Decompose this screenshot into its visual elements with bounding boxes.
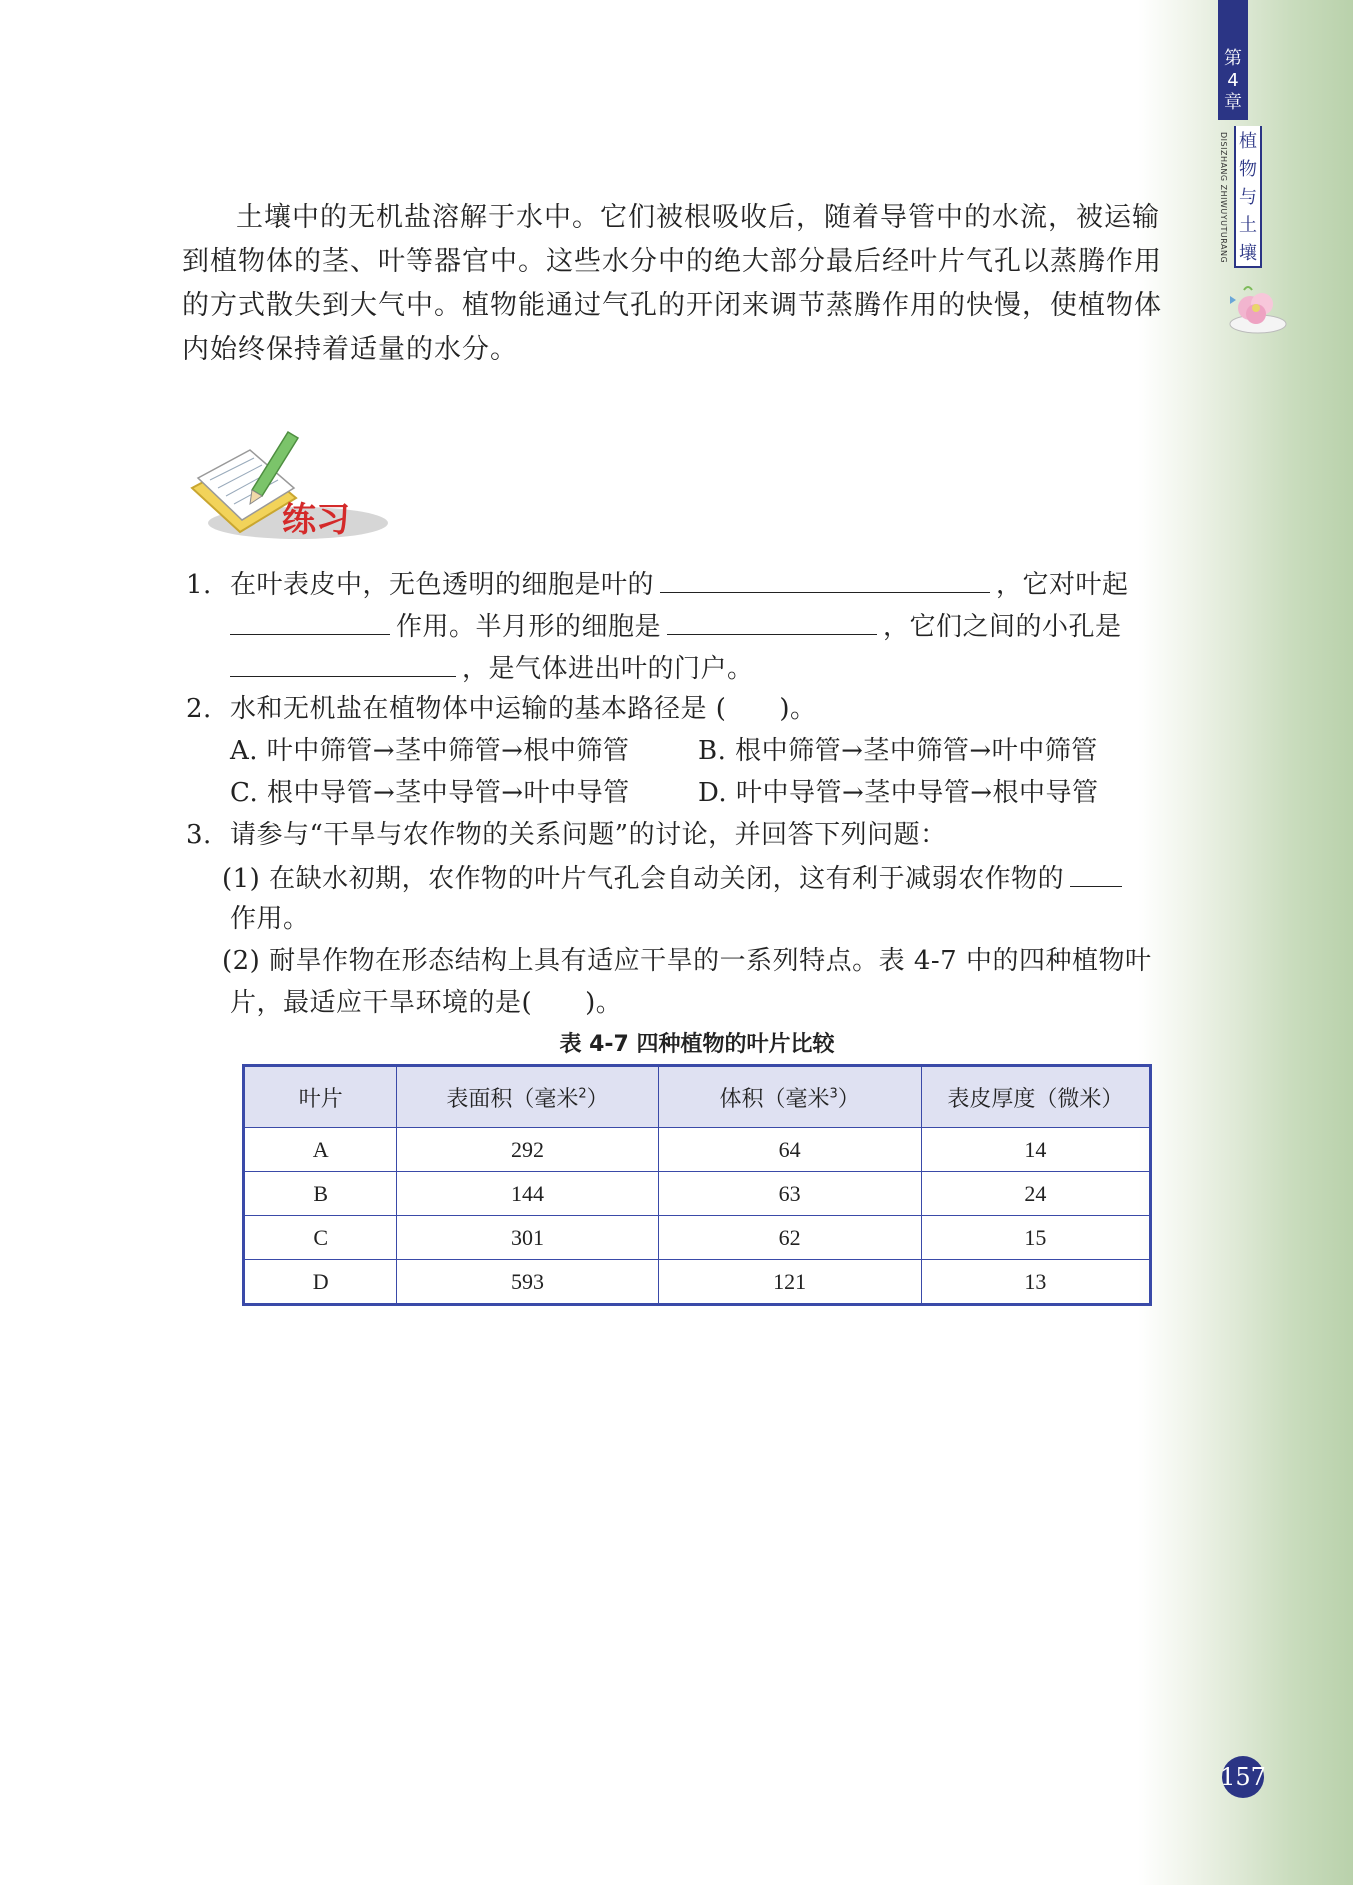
question-text: ，它们之间的小孔是 — [883, 612, 1122, 642]
question-3-part-2: (2) 耐旱作物在形态结构上具有适应干旱的一系列特点。表 4-7 中的四种植物叶 — [222, 946, 1152, 976]
question-text: ，它对叶起 — [996, 570, 1129, 600]
chapter-title — [1234, 126, 1262, 268]
option-d[interactable]: D. 叶中导管→茎中导管→根中导管 — [698, 778, 1099, 808]
answer-blank[interactable] — [660, 562, 990, 593]
table-cell: 121 — [658, 1260, 921, 1305]
question-3-part-1 — [222, 856, 1128, 900]
page-number: 157 — [1222, 1756, 1264, 1798]
chapter-title-char: 壤 — [1239, 243, 1257, 264]
table-cell: 64 — [658, 1128, 921, 1172]
answer-blank[interactable] — [230, 646, 456, 677]
question-3-stem — [186, 814, 947, 856]
chapter-pinyin: DISIZHANG ZHIWUYUTURANG — [1219, 132, 1228, 264]
table-row — [244, 1128, 1151, 1172]
table-cell: 13 — [921, 1260, 1150, 1305]
table-cell: 593 — [397, 1260, 658, 1305]
chapter-tab-char: 章 — [1224, 92, 1242, 113]
table-cell: D — [244, 1260, 397, 1305]
table-row — [244, 1172, 1151, 1216]
question-number: 2. — [186, 694, 212, 724]
chapter-tab-char: 第 — [1224, 48, 1242, 69]
chapter-title-char: 植 — [1239, 131, 1257, 152]
table-cell: B — [244, 1172, 397, 1216]
question-number: 3. — [186, 820, 212, 850]
table-cell: 144 — [397, 1172, 658, 1216]
option-b[interactable]: B. 根中筛管→茎中筛管→叶中筛管 — [698, 736, 1098, 766]
chapter-title-char: 与 — [1239, 187, 1257, 208]
column-header: 表皮厚度（微米） — [921, 1066, 1150, 1128]
answer-blank[interactable] — [230, 604, 390, 635]
table-cell: 301 — [397, 1216, 658, 1260]
question-text: 作用。半月形的细胞是 — [396, 612, 662, 642]
table-cell: 292 — [397, 1128, 658, 1172]
table-cell: 14 — [921, 1128, 1150, 1172]
table-cell: 63 — [658, 1172, 921, 1216]
leaf-comparison-table — [242, 1064, 1152, 1306]
column-header: 叶片 — [244, 1066, 397, 1128]
table-cell: 62 — [658, 1216, 921, 1260]
table-cell: 15 — [921, 1216, 1150, 1260]
table-caption: 表 4-7 四种植物的叶片比较 — [559, 1032, 835, 1057]
question-text: (1) 在缺水初期，农作物的叶片气孔会自动关闭，这有利于减弱农作物的 — [222, 864, 1065, 894]
question-3-part-2-cont: 片，最适应干旱环境的是( )。 — [230, 988, 623, 1018]
question-text: 水和无机盐在植物体中运输的基本路径是 ( )。 — [230, 694, 817, 724]
table-cell: A — [244, 1128, 397, 1172]
column-header: 表面积（毫米$^2$） — [397, 1066, 658, 1128]
table-header-row — [244, 1066, 1151, 1128]
option-a[interactable]: A. 叶中筛管→茎中筛管→根中筛管 — [230, 736, 630, 766]
chapter-title-char: 物 — [1239, 159, 1257, 180]
question-2-stem — [186, 688, 817, 730]
answer-blank[interactable] — [667, 604, 877, 635]
chapter-tab — [1218, 0, 1248, 120]
body-paragraph: 土壤中的无机盐溶解于水中。它们被根吸收后，随着导管中的水流，被运输到植物体的茎、叶等器官中。这些水分中的绝大部分最后经叶片气孔以蒸腾作用的方式散失到大气中。植物能通过气孔的开闭来调节蒸腾作用的快慢，使植物体内始终保持着适量的水分。 — [182, 202, 1162, 365]
question-3-part-1-cont: 作用。 — [230, 904, 310, 934]
question-1-line-1 — [186, 562, 1129, 606]
question-text: 请参与“干旱与农作物的关系问题”的讨论，并回答下列问题： — [230, 820, 947, 850]
practice-heading: 练习 — [282, 500, 350, 540]
table-cell: C — [244, 1216, 397, 1260]
table-row — [244, 1260, 1151, 1305]
column-header: 体积（毫米$^3$） — [658, 1066, 921, 1128]
question-text: 在叶表皮中，无色透明的细胞是叶的 — [230, 570, 655, 600]
chapter-tab-char: 4 — [1227, 70, 1239, 91]
table-row — [244, 1216, 1151, 1260]
option-c[interactable]: C. 根中导管→茎中导管→叶中导管 — [230, 778, 630, 808]
table-cell: 24 — [921, 1172, 1150, 1216]
question-number: 1. — [186, 570, 212, 600]
question-1-line-2 — [230, 604, 1122, 648]
chapter-title-char: 土 — [1239, 215, 1257, 236]
answer-blank[interactable] — [1070, 856, 1122, 887]
question-1-line-3 — [230, 646, 754, 690]
flower-cup-icon — [1222, 284, 1292, 336]
question-text: ，是气体进出叶的门户。 — [462, 654, 754, 684]
